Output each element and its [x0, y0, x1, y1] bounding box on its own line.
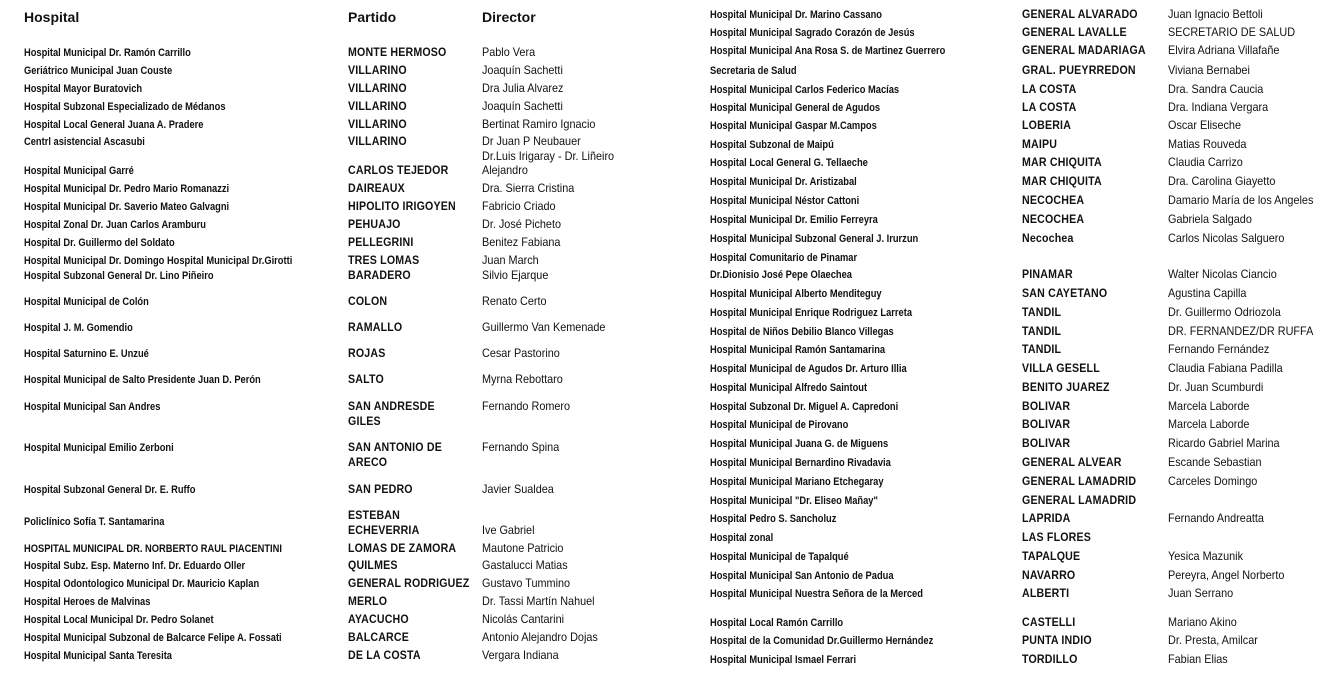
left-hospital-cell: Centrl asistencial Ascasubi [24, 136, 145, 148]
left-hospital-cell: Hospital Municipal Subzonal de Balcarce Felipe A. Fossati [24, 632, 282, 644]
right-director-cell: Damario María de los Angeles [1168, 193, 1314, 207]
left-partido-cell: VILLARINO [348, 117, 407, 131]
left-director-cell: Guillermo Van Kemenade [482, 320, 606, 334]
header-partido: Partido [348, 9, 397, 25]
left-hospital-cell: Hospital Municipal Emilio Zerboni [24, 442, 174, 454]
left-director-cell: Pablo Vera [482, 45, 536, 59]
left-hospital-cell: Hospital Mayor Buratovich [24, 83, 143, 95]
left-hospital-cell: Hospital Municipal Santa Teresita [24, 650, 172, 662]
right-hospital-cell: Hospital de Niños Debilio Blanco Villegas [710, 326, 894, 338]
left-director-cell: Vergara Indiana [482, 648, 559, 662]
right-director-cell: Dr. Guillermo Odriozola [1168, 305, 1281, 319]
right-director-cell: SECRETARIO DE SALUD [1168, 25, 1296, 39]
right-hospital-cell: Secretaria de Salud [710, 65, 797, 77]
right-partido-cell: LAPRIDA [1022, 511, 1071, 525]
left-director-cell: Gustavo Tummino [482, 576, 571, 590]
left-director-cell: Mautone Patricio [482, 541, 564, 555]
left-partido-cell: GILES [348, 414, 381, 428]
right-director-cell: Fabian Elias [1168, 652, 1228, 666]
left-director-cell: Juan March [482, 253, 539, 267]
left-hospital-cell: Hospital Zonal Dr. Juan Carlos Aramburu [24, 219, 206, 231]
right-director-cell: Ricardo Gabriel Marina [1168, 436, 1280, 450]
left-partido-cell: DE LA COSTA [348, 648, 421, 662]
left-hospital-cell: Hospital Saturnino E. Unzué [24, 348, 149, 360]
right-partido-cell: MAIPU [1022, 137, 1058, 151]
left-hospital-cell: Hospital Local General Juana A. Pradere [24, 119, 204, 131]
left-hospital-cell: Geriátrico Municipal Juan Couste [24, 65, 173, 77]
left-partido-cell: CARLOS TEJEDOR [348, 163, 449, 177]
right-partido-cell: VILLA GESELL [1022, 361, 1100, 375]
left-partido-cell: VILLARINO [348, 134, 407, 148]
right-partido-cell: TORDILLO [1022, 652, 1078, 666]
right-director-cell: Fernando Andreatta [1168, 511, 1264, 525]
left-partido-cell: MONTE HERMOSO [348, 45, 447, 59]
right-hospital-cell: Hospital Municipal Gaspar M.Campos [710, 120, 877, 132]
right-hospital-cell: Hospital Municipal de Tapalqué [710, 551, 849, 563]
right-hospital-cell: Hospital Municipal Nuestra Señora de la Merced [710, 588, 923, 600]
right-partido-cell: BOLIVAR [1022, 417, 1071, 431]
right-partido-cell: GENERAL LAMADRID [1022, 474, 1137, 488]
right-partido-cell: GENERAL ALVEAR [1022, 455, 1122, 469]
left-director-cell: Dr. José Picheto [482, 217, 562, 231]
left-director-cell: Antonio Alejandro Dojas [482, 630, 598, 644]
right-partido-cell: LOBERIA [1022, 118, 1072, 132]
right-partido-cell: MAR CHIQUITA [1022, 174, 1102, 188]
right-director-cell: Juan Serrano [1168, 586, 1234, 600]
left-partido-cell: TRES LOMAS [348, 253, 420, 267]
right-director-cell: Yesica Mazunik [1168, 549, 1244, 563]
left-hospital-cell: Hospital Municipal Garré [24, 165, 134, 177]
right-director-cell: Gabriela Salgado [1168, 212, 1252, 226]
right-director-cell: Marcela Laborde [1168, 417, 1250, 431]
left-hospital-cell: Hospital Subz. Esp. Materno Inf. Dr. Eduardo Oller [24, 560, 246, 572]
right-hospital-cell: Hospital Municipal Carlos Federico Macías [710, 84, 900, 96]
left-director-cell: Alejandro [482, 163, 528, 177]
right-hospital-cell: Hospital Municipal Alberto Menditeguy [710, 288, 882, 300]
left-hospital-cell: Hospital Municipal de Colón [24, 296, 149, 308]
left-director-cell: Nicolás Cantarini [482, 612, 565, 626]
right-director-cell: Claudia Carrizo [1168, 155, 1243, 169]
left-partido-cell: PEHUAJO [348, 217, 401, 231]
right-director-cell: Marcela Laborde [1168, 399, 1250, 413]
left-partido-cell: MERLO [348, 594, 388, 608]
right-hospital-cell: Hospital Municipal General de Agudos [710, 102, 881, 114]
left-hospital-cell: Hospital Municipal Dr. Saverio Mateo Galvagni [24, 201, 230, 213]
left-director-cell: Bertinat Ramiro Ignacio [482, 117, 596, 131]
right-hospital-cell: Hospital Municipal San Antonio de Padua [710, 570, 894, 582]
left-hospital-cell: Hospital Subzonal Especializado de Médanos [24, 101, 226, 113]
right-hospital-cell: Hospital Comunitario de Pinamar [710, 252, 858, 264]
left-partido-cell: QUILMES [348, 558, 398, 572]
left-partido-cell: BALCARCE [348, 630, 410, 644]
right-partido-cell: BOLIVAR [1022, 436, 1071, 450]
right-director-cell: DR. FERNANDEZ/DR RUFFA [1168, 324, 1314, 338]
right-director-cell: Carlos Nicolas Salguero [1168, 231, 1285, 245]
right-director-cell: Carceles Domingo [1168, 474, 1258, 488]
left-partido-cell: ARECO [348, 455, 388, 469]
right-director-cell: Walter Nicolas Ciancio [1168, 267, 1277, 281]
left-director-cell: Dra Julia Alvarez [482, 81, 564, 95]
header-director: Director [482, 9, 536, 25]
left-partido-cell: BARADERO [348, 268, 411, 282]
left-director-cell: Joaquín Sachetti [482, 99, 563, 113]
left-hospital-cell: Hospital Municipal Dr. Domingo Hospital Municipal Dr.Girotti [24, 255, 293, 267]
right-partido-cell: GENERAL LAMADRID [1022, 493, 1137, 507]
right-director-cell: Elvira Adriana Villafañe [1168, 43, 1280, 57]
right-director-cell: Agustina Capilla [1168, 286, 1247, 300]
right-partido-cell: NECOCHEA [1022, 212, 1085, 226]
right-partido-cell: GENERAL ALVARADO [1022, 7, 1138, 21]
left-partido-cell: ESTEBAN [348, 508, 401, 522]
right-partido-cell: TAPALQUE [1022, 549, 1081, 563]
left-partido-cell: SAN ANDRESDE [348, 399, 435, 413]
left-partido-cell: LOMAS DE ZAMORA [348, 541, 457, 555]
left-hospital-cell: Hospital Subzonal General Dr. Lino Piñeiro [24, 270, 214, 282]
left-hospital-cell: Hospital Subzonal General Dr. E. Ruffo [24, 484, 196, 496]
right-hospital-cell: Hospital Municipal Enrique Rodriguez Larreta [710, 307, 913, 319]
right-director-cell: Viviana Bernabei [1168, 63, 1250, 77]
left-hospital-cell: Hospital J. M. Gomendio [24, 322, 133, 334]
right-hospital-cell: Hospital Subzonal de Maipú [710, 139, 834, 151]
right-partido-cell: LA COSTA [1022, 82, 1077, 96]
right-director-cell: Claudia Fabiana Padilla [1168, 361, 1283, 375]
left-partido-cell: DAIREAUX [348, 181, 405, 195]
right-director-cell: Dra. Sandra Caucia [1168, 82, 1264, 96]
right-director-cell: Escande Sebastian [1168, 455, 1262, 469]
right-partido-cell: PUNTA INDIO [1022, 633, 1092, 647]
right-hospital-cell: Hospital Municipal "Dr. Eliseo Mañay" [710, 495, 878, 507]
right-partido-cell: GENERAL LAVALLE [1022, 25, 1127, 39]
right-hospital-cell: Hospital Municipal Subzonal General J. Irurzun [710, 233, 919, 245]
right-hospital-cell: Hospital Pedro S. Sancholuz [710, 513, 837, 525]
right-hospital-cell: Hospital Municipal de Pirovano [710, 419, 849, 431]
right-partido-cell: Necochea [1022, 231, 1074, 245]
left-partido-cell: PELLEGRINI [348, 235, 414, 249]
right-hospital-cell: Hospital Municipal Alfredo Saintout [710, 382, 868, 394]
right-partido-cell: BENITO JUAREZ [1022, 380, 1110, 394]
left-director-cell: Renato Certo [482, 294, 547, 308]
left-partido-cell: SAN ANTONIO DE [348, 440, 442, 454]
right-hospital-cell: Hospital Municipal Mariano Etchegaray [710, 476, 884, 488]
left-hospital-cell: Hospital Local Municipal Dr. Pedro Solanet [24, 614, 214, 626]
left-partido-cell: RAMALLO [348, 320, 403, 334]
right-partido-cell: GENERAL MADARIAGA [1022, 43, 1146, 57]
right-director-cell: Matias Rouveda [1168, 137, 1247, 151]
left-partido-cell: GENERAL RODRIGUEZ [348, 576, 470, 590]
right-hospital-cell: Hospital Municipal Ismael Ferrari [710, 654, 857, 666]
left-director-cell: Myrna Rebottaro [482, 372, 563, 386]
left-partido-cell: SALTO [348, 372, 384, 386]
right-partido-cell: CASTELLI [1022, 615, 1076, 629]
left-hospital-cell: Hospital Municipal de Salto Presidente Juan D. Perón [24, 374, 261, 386]
left-director-cell: Benitez Fabiana [482, 235, 561, 249]
left-hospital-cell: Policlínico Sofía T. Santamarina [24, 516, 165, 528]
right-director-cell: Juan Ignacio Bettoli [1168, 7, 1263, 21]
right-partido-cell: SAN CAYETANO [1022, 286, 1108, 300]
right-partido-cell: LAS FLORES [1022, 530, 1092, 544]
left-hospital-cell: Hospital Odontologico Municipal Dr. Mauricio Kaplan [24, 578, 260, 590]
left-partido-cell: VILLARINO [348, 99, 407, 113]
left-director-cell: Dr. Tassi Martín Nahuel [482, 594, 595, 608]
right-hospital-cell: Hospital Local Ramón Carrillo [710, 617, 844, 629]
right-hospital-cell: Dr.Dionisio José Pepe Olaechea [710, 269, 852, 281]
right-director-cell: Dr. Juan Scumburdi [1168, 380, 1264, 394]
right-partido-cell: TANDIL [1022, 305, 1062, 319]
right-partido-cell: TANDIL [1022, 324, 1062, 338]
left-director-cell: Dr Juan P Neubauer [482, 134, 581, 148]
left-director-cell: Ive Gabriel [482, 523, 535, 537]
right-hospital-cell: Hospital Municipal de Agudos Dr. Arturo Illia [710, 363, 907, 375]
right-partido-cell: MAR CHIQUITA [1022, 155, 1102, 169]
right-hospital-cell: Hospital Subzonal Dr. Miguel A. Capredoni [710, 401, 899, 413]
right-hospital-cell: Hospital Municipal Néstor Cattoni [710, 195, 860, 207]
left-director-cell: Fernando Spina [482, 440, 560, 454]
right-partido-cell: ALBERTI [1022, 586, 1070, 600]
left-director-cell: Dra. Sierra Cristina [482, 181, 575, 195]
right-director-cell: Oscar Eliseche [1168, 118, 1241, 132]
left-director-cell: Gastalucci Matias [482, 558, 568, 572]
right-hospital-cell: Hospital Local General G. Tellaeche [710, 157, 868, 169]
right-director-cell: Pereyra, Angel Norberto [1168, 568, 1285, 582]
left-hospital-cell: Hospital Heroes de Malvinas [24, 596, 151, 608]
right-hospital-cell: Hospital Municipal Ramón Santamarina [710, 344, 886, 356]
left-director-cell: Fabricio Criado [482, 199, 556, 213]
left-partido-cell: AYACUCHO [348, 612, 409, 626]
left-hospital-cell: Hospital Municipal San Andres [24, 401, 161, 413]
right-director-cell: Mariano Akino [1168, 615, 1237, 629]
header-hospital: Hospital [24, 9, 80, 25]
right-partido-cell: LA COSTA [1022, 100, 1077, 114]
right-hospital-cell: Hospital Municipal Bernardino Rivadavia [710, 457, 891, 469]
right-partido-cell: TANDIL [1022, 342, 1062, 356]
left-director-cell: Joaquín Sachetti [482, 63, 563, 77]
right-hospital-cell: Hospital Municipal Sagrado Corazón de Jesús [710, 27, 915, 39]
left-director-cell: Fernando Romero [482, 399, 571, 413]
left-hospital-cell: Hospital Dr. Guillermo del Soldato [24, 237, 175, 249]
right-hospital-cell: Hospital Municipal Dr. Emilio Ferreyra [710, 214, 878, 226]
left-hospital-cell: Hospital Municipal Dr. Ramón Carrillo [24, 47, 191, 59]
right-partido-cell: PINAMAR [1022, 267, 1073, 281]
left-partido-cell: VILLARINO [348, 81, 407, 95]
right-director-cell: Dr. Presta, Amilcar [1168, 633, 1258, 647]
right-hospital-cell: Hospital Municipal Ana Rosa S. de Martinez Guerrero [710, 45, 946, 57]
left-partido-cell: ECHEVERRIA [348, 523, 420, 537]
left-director-cell: Cesar Pastorino [482, 346, 560, 360]
left-partido-cell: COLON [348, 294, 388, 308]
right-partido-cell: GRAL. PUEYRREDON [1022, 63, 1136, 77]
right-hospital-cell: Hospital zonal [710, 532, 774, 544]
right-partido-cell: NECOCHEA [1022, 193, 1085, 207]
left-partido-cell: ROJAS [348, 346, 386, 360]
left-partido-cell: VILLARINO [348, 63, 407, 77]
left-hospital-cell: Hospital Municipal Dr. Pedro Mario Romanazzi [24, 183, 230, 195]
left-partido-cell: SAN PEDRO [348, 482, 413, 496]
right-hospital-cell: Hospital de la Comunidad Dr.Guillermo Hernández [710, 635, 934, 647]
right-director-cell: Dra. Carolina Giayetto [1168, 174, 1276, 188]
right-director-cell: Fernando Fernández [1168, 342, 1270, 356]
left-director-cell: Silvio Ejarque [482, 268, 549, 282]
right-director-cell: Dra. Indiana Vergara [1168, 100, 1269, 114]
left-director-cell: Javier Sualdea [482, 482, 554, 496]
left-hospital-cell: HOSPITAL MUNICIPAL DR. NORBERTO RAUL PIACENTINI [24, 543, 282, 555]
left-director-cell: Dr.Luis Irigaray - Dr. Liñeiro [482, 149, 615, 163]
right-hospital-cell: Hospital Municipal Dr. Aristizabal [710, 176, 857, 188]
right-partido-cell: NAVARRO [1022, 568, 1076, 582]
right-hospital-cell: Hospital Municipal Juana G. de Miguens [710, 438, 889, 450]
right-partido-cell: BOLIVAR [1022, 399, 1071, 413]
left-partido-cell: HIPOLITO IRIGOYEN [348, 199, 456, 213]
right-hospital-cell: Hospital Municipal Dr. Marino Cassano [710, 9, 882, 21]
